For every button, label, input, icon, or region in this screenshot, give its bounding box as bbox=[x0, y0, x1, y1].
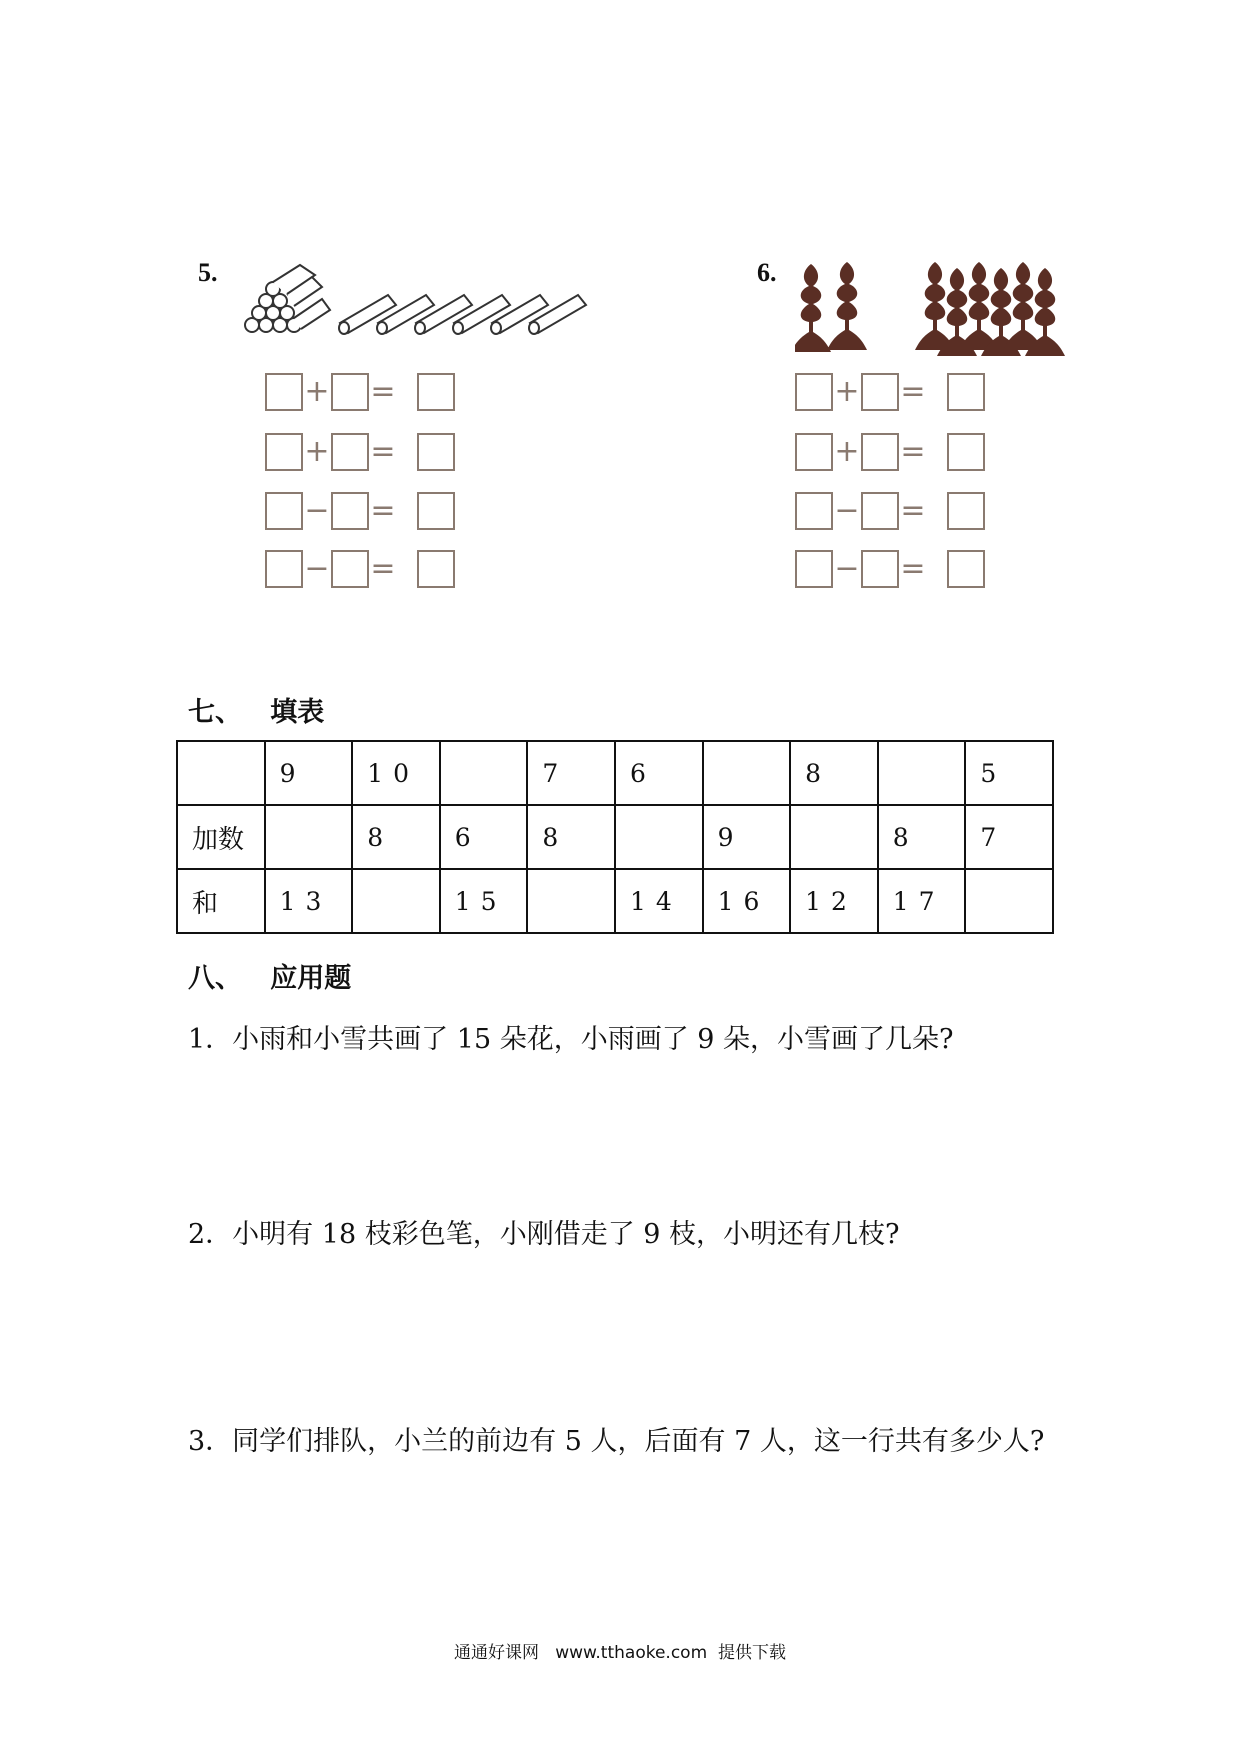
table-cell[interactable] bbox=[878, 741, 966, 805]
table-cell[interactable]: 8 bbox=[790, 741, 878, 805]
answer-box[interactable] bbox=[861, 492, 899, 530]
table-cell[interactable]: 8 bbox=[352, 805, 440, 869]
table-cell[interactable]: 6 bbox=[615, 741, 703, 805]
table-cell[interactable]: 7 bbox=[527, 741, 615, 805]
problem-1: 1．小雨和小雪共画了 15 朵花，小雨画了 9 朵，小雪画了几朵? bbox=[188, 1024, 954, 1055]
table-cell[interactable] bbox=[265, 805, 353, 869]
table-cell[interactable] bbox=[440, 741, 528, 805]
table-cell[interactable]: 9 bbox=[265, 741, 353, 805]
equals-sign: = bbox=[900, 493, 926, 528]
table-cell[interactable]: 6 bbox=[440, 805, 528, 869]
row-label: 加数 bbox=[177, 805, 265, 869]
table-cell[interactable]: 13 bbox=[265, 869, 353, 933]
operator: − bbox=[834, 493, 860, 528]
operator: − bbox=[834, 551, 860, 586]
problem-2: 2．小明有 18 枝彩色笔，小刚借走了 9 枝，小明还有几枝? bbox=[188, 1219, 900, 1250]
table-cell[interactable] bbox=[527, 869, 615, 933]
table-cell[interactable] bbox=[352, 869, 440, 933]
problem-3: 3．同学们排队，小兰的前边有 5 人，后面有 7 人，这一行共有多少人? bbox=[188, 1426, 1045, 1457]
table-cell[interactable]: 8 bbox=[527, 805, 615, 869]
equals-sign: = bbox=[900, 374, 926, 409]
answer-box[interactable] bbox=[417, 433, 455, 471]
table-cell[interactable] bbox=[790, 805, 878, 869]
equals-sign: = bbox=[370, 493, 396, 528]
section-8-title: 八、 应用题 bbox=[188, 963, 352, 994]
operator: + bbox=[834, 374, 860, 409]
table-cell[interactable]: 15 bbox=[440, 869, 528, 933]
equals-sign: = bbox=[370, 434, 396, 469]
table-row bbox=[177, 741, 1053, 805]
table-cell[interactable] bbox=[703, 741, 791, 805]
operator: − bbox=[304, 493, 330, 528]
answer-box[interactable] bbox=[417, 492, 455, 530]
answer-box[interactable] bbox=[795, 373, 833, 411]
table-row bbox=[177, 805, 1053, 869]
figure-6-number: 6. bbox=[757, 258, 777, 287]
equals-sign: = bbox=[370, 374, 396, 409]
table-cell[interactable]: 12 bbox=[790, 869, 878, 933]
corn-stalks-icon bbox=[795, 258, 1075, 358]
footer-text: 通通好课网 www.tthaoke.com 提供下载 bbox=[454, 1643, 786, 1663]
answer-box[interactable] bbox=[947, 550, 985, 588]
table-cell[interactable]: 9 bbox=[703, 805, 791, 869]
table-cell[interactable] bbox=[615, 805, 703, 869]
answer-box[interactable] bbox=[861, 550, 899, 588]
answer-box[interactable] bbox=[417, 550, 455, 588]
answer-box[interactable] bbox=[795, 433, 833, 471]
table-cell[interactable]: 17 bbox=[878, 869, 966, 933]
row-label: 和 bbox=[177, 869, 265, 933]
answer-box[interactable] bbox=[795, 550, 833, 588]
answer-box[interactable] bbox=[331, 433, 369, 471]
equals-sign: = bbox=[370, 551, 396, 586]
table-row bbox=[177, 869, 1053, 933]
answer-box[interactable] bbox=[265, 433, 303, 471]
figure-5-number: 5. bbox=[198, 258, 218, 287]
table-cell[interactable]: 7 bbox=[965, 805, 1053, 869]
table-cell[interactable]: 8 bbox=[878, 805, 966, 869]
row-label bbox=[177, 741, 265, 805]
answer-box[interactable] bbox=[947, 492, 985, 530]
answer-box[interactable] bbox=[947, 433, 985, 471]
answer-box[interactable] bbox=[861, 373, 899, 411]
answer-box[interactable] bbox=[265, 550, 303, 588]
answer-box[interactable] bbox=[331, 492, 369, 530]
table-cell[interactable]: 16 bbox=[703, 869, 791, 933]
equals-sign: = bbox=[900, 434, 926, 469]
logs-icon bbox=[240, 255, 620, 335]
table-cell[interactable]: 14 bbox=[615, 869, 703, 933]
operator: + bbox=[834, 434, 860, 469]
operator: + bbox=[304, 374, 330, 409]
operator: + bbox=[304, 434, 330, 469]
equals-sign: = bbox=[900, 551, 926, 586]
table-cell[interactable] bbox=[965, 869, 1053, 933]
table-cell[interactable]: 5 bbox=[965, 741, 1053, 805]
operator: − bbox=[304, 551, 330, 586]
section-7-title: 七、 填表 bbox=[188, 697, 325, 728]
answer-box[interactable] bbox=[947, 373, 985, 411]
fill-table bbox=[176, 740, 1054, 934]
answer-box[interactable] bbox=[331, 373, 369, 411]
answer-box[interactable] bbox=[861, 433, 899, 471]
answer-box[interactable] bbox=[795, 492, 833, 530]
answer-box[interactable] bbox=[417, 373, 455, 411]
table-cell[interactable]: 10 bbox=[352, 741, 440, 805]
answer-box[interactable] bbox=[265, 492, 303, 530]
answer-box[interactable] bbox=[265, 373, 303, 411]
answer-box[interactable] bbox=[331, 550, 369, 588]
